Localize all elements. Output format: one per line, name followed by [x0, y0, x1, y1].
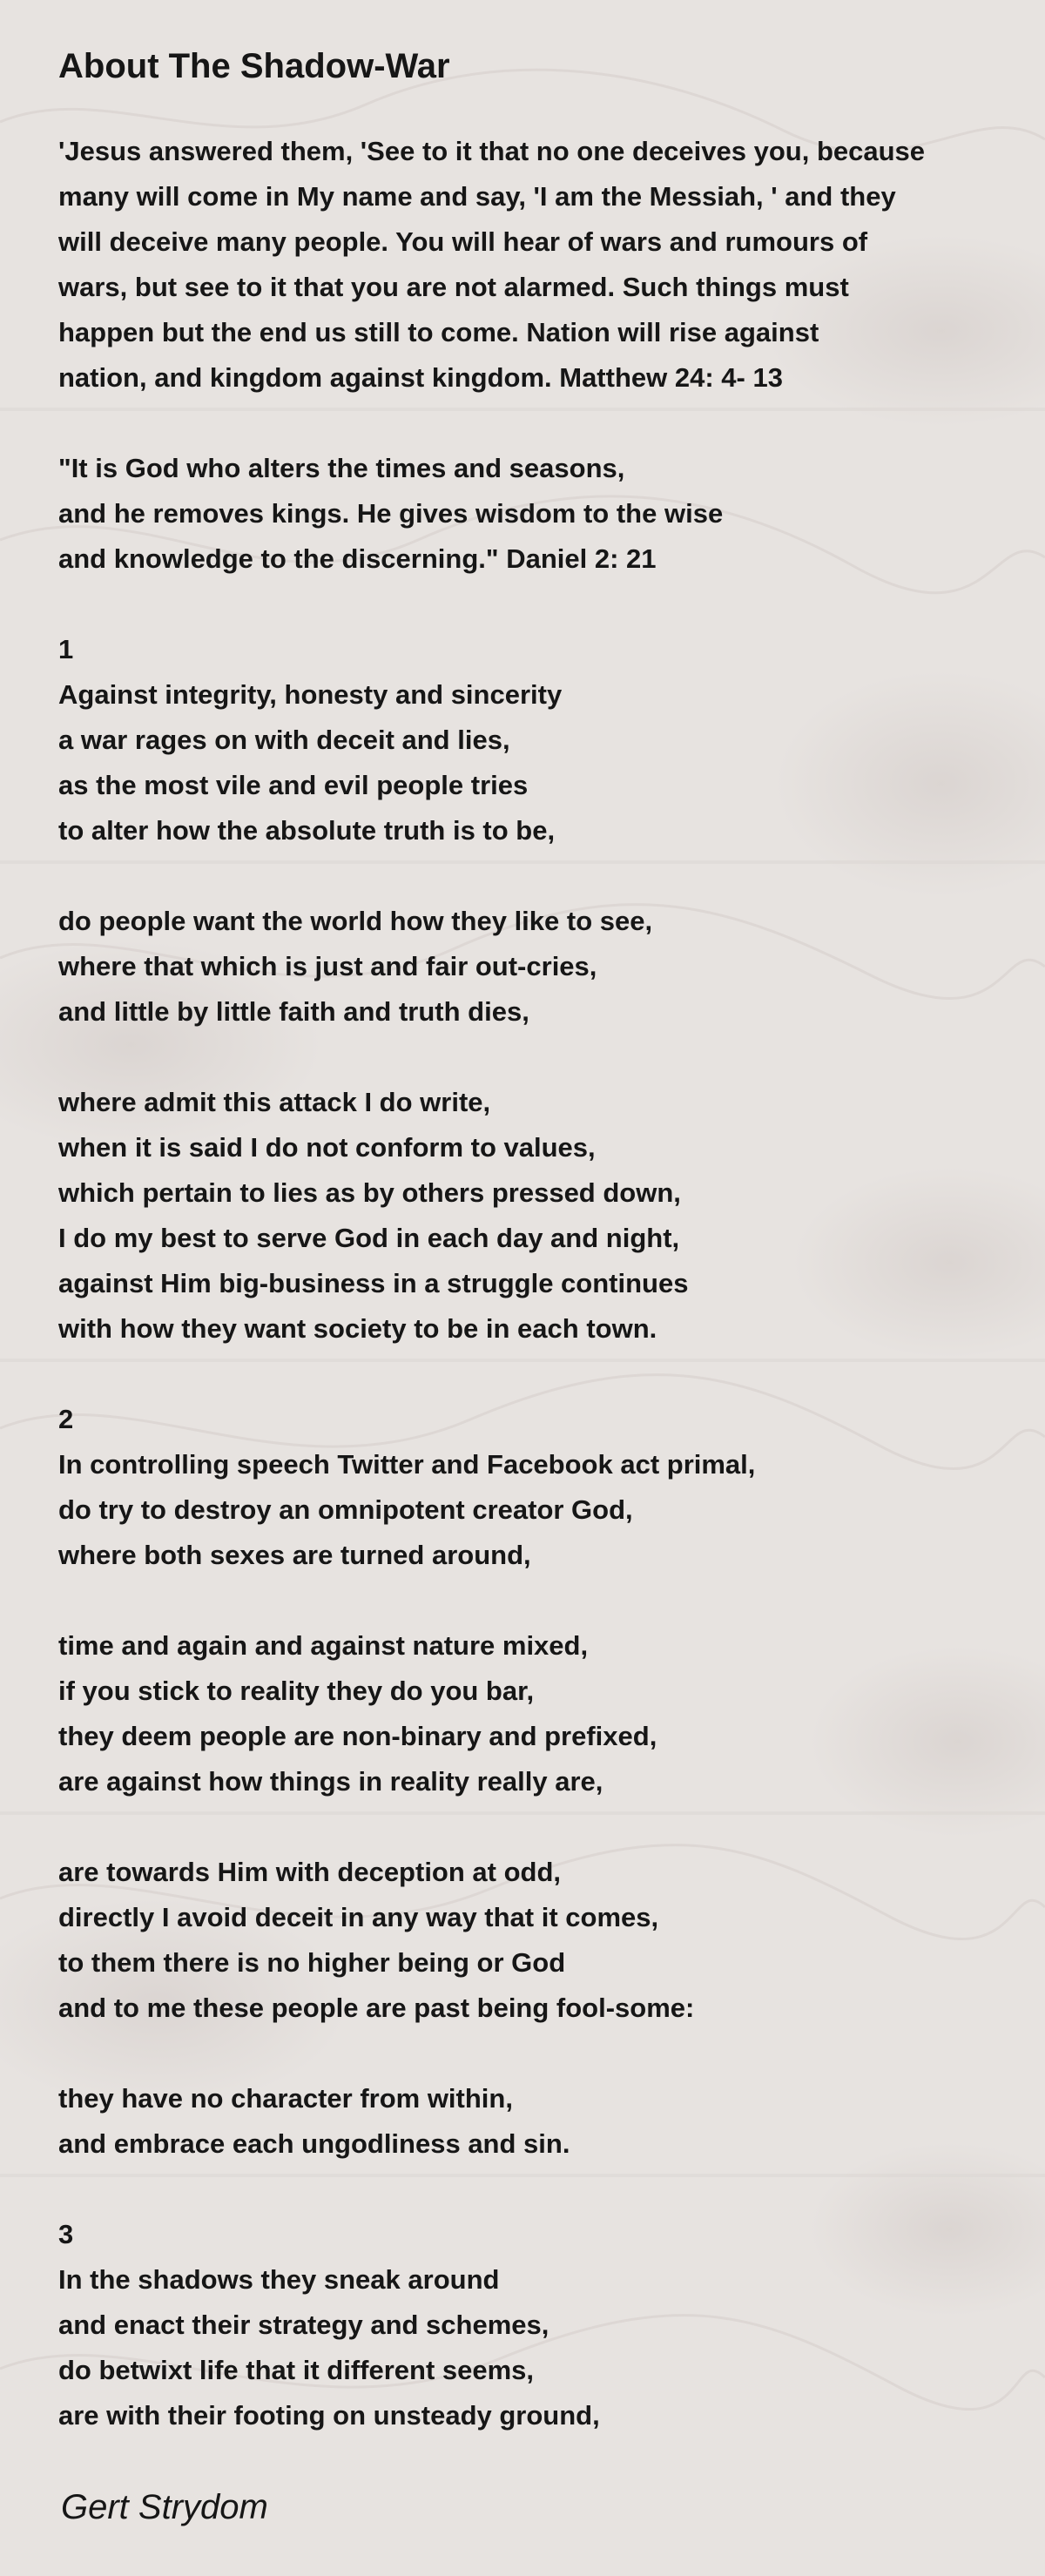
poem-line: as the most vile and evil people tries — [58, 770, 529, 800]
poem-line: and little by little faith and truth dies, — [58, 996, 529, 1027]
poem-title: About The Shadow-War — [58, 47, 450, 85]
poem-line: and knowledge to the discerning." Daniel 2: 21 — [58, 543, 657, 574]
poem-line: Against integrity, honesty and sincerity — [58, 679, 563, 710]
poem-line: they have no character from within, — [58, 2083, 513, 2114]
poem-line: a war rages on with deceit and lies, — [58, 725, 510, 755]
poem-line: wars, but see to it that you are not alarmed. Such things must — [58, 272, 849, 302]
poem-line: where both sexes are turned around, — [58, 1540, 531, 1570]
poem-stanza — [58, 446, 925, 582]
poem-line: with how they want society to be in each town. — [58, 1313, 657, 1344]
poem-line: nation, and kingdom against kingdom. Matthew 24: 4- 13 — [58, 362, 783, 393]
poem-line: where that which is just and fair out-cries, — [58, 951, 597, 981]
poem-line: are towards Him with deception at odd, — [58, 1857, 562, 1887]
poem-line: 3 — [58, 2219, 74, 2249]
poem-stanza — [58, 2076, 925, 2167]
poem-line: "It is God who alters the times and seasons, — [58, 453, 625, 483]
poem-line: time and again and against nature mixed, — [58, 1630, 589, 1661]
poem-stanza — [58, 2212, 925, 2438]
poem-body — [58, 129, 925, 2484]
poem-line: I do my best to serve God in each day and night, — [58, 1223, 680, 1253]
poem-line: which pertain to lies as by others pressed down, — [58, 1177, 681, 1208]
poem-line: and to me these people are past being fool-some: — [58, 1993, 695, 2023]
poem-line: do try to destroy an omnipotent creator God, — [58, 1494, 633, 1525]
poem-line: 'Jesus answered them, 'See to it that no one deceives you, because — [58, 136, 926, 166]
poem-line: In controlling speech Twitter and Facebook act primal, — [58, 1449, 756, 1480]
poem-line: 1 — [58, 634, 74, 664]
poem-line: do people want the world how they like to see, — [58, 906, 653, 936]
poem-line: will deceive many people. You will hear of wars and rumours of — [58, 226, 868, 257]
poem-stanza — [58, 627, 925, 853]
poem-line: when it is said I do not conform to values, — [58, 1132, 596, 1163]
poem-stanza — [58, 129, 925, 401]
poem-line: to alter how the absolute truth is to be, — [58, 815, 556, 846]
poem-line: against Him big-business in a struggle continues — [58, 1268, 689, 1298]
poem-line: do betwixt life that it different seems, — [58, 2355, 535, 2385]
poem-stanza — [58, 1850, 925, 2031]
poem-line: many will come in My name and say, 'I am the Messiah, ' and they — [58, 181, 896, 212]
poem-stanza — [58, 1080, 925, 1352]
poem-line: they deem people are non-binary and prefixed, — [58, 1721, 657, 1751]
poem-stanza — [58, 1623, 925, 1804]
poem-line: to them there is no higher being or God — [58, 1947, 566, 1978]
poem-author: Gert Strydom — [61, 2488, 268, 2526]
poem-line: directly I avoid deceit in any way that it comes, — [58, 1902, 659, 1932]
poem-line: and he removes kings. He gives wisdom to the wise — [58, 498, 724, 529]
poem-stanza — [58, 1397, 925, 1578]
poem-line: if you stick to reality they do you bar, — [58, 1676, 535, 1706]
poem-line: and embrace each ungodliness and sin. — [58, 2128, 570, 2159]
poem-line: are against how things in reality really are, — [58, 1766, 603, 1797]
poem-line: happen but the end us still to come. Nation will rise against — [58, 317, 819, 347]
poem-line: are with their footing on unsteady ground, — [58, 2400, 600, 2431]
poem-line: and enact their strategy and schemes, — [58, 2310, 549, 2340]
poem-line: where admit this attack I do write, — [58, 1087, 491, 1117]
poem-stanza — [58, 899, 925, 1035]
poem-line: 2 — [58, 1404, 74, 1434]
poem-line: In the shadows they sneak around — [58, 2264, 500, 2295]
